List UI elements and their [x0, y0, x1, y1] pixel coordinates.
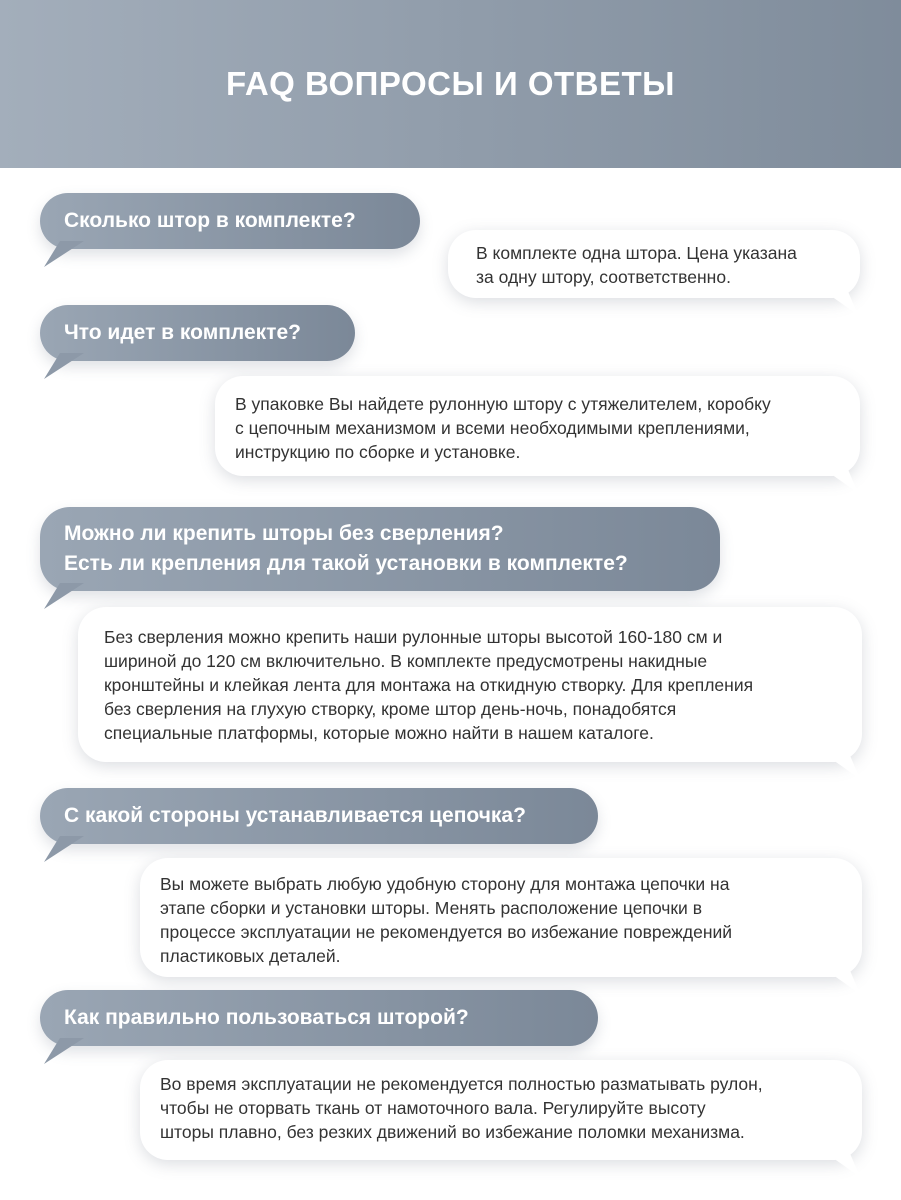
answer-text: шторы плавно, без резких движений во избежание поломки механизма.: [160, 1122, 745, 1142]
answer-text: Вы можете выбрать любую удобную сторону для монтажа цепочки на: [160, 874, 730, 894]
question-bubble-4: [40, 788, 598, 844]
answer-text: за одну штору, соответственно.: [476, 267, 731, 287]
page-title: FAQ ВОПРОСЫ И ОТВЕТЫ: [226, 65, 675, 102]
answer-text: с цепочным механизмом и всеми необходимыми креплениями,: [235, 418, 750, 438]
answer-bubble-5: [140, 1060, 862, 1160]
answer-text: без сверления на глухую створку, кроме штор день-ночь, понадобятся: [104, 699, 677, 719]
answer-text: этапе сборки и установки шторы. Менять расположение цепочки в: [160, 898, 702, 918]
question-text: Можно ли крепить шторы без сверления?: [64, 522, 504, 545]
answer-text: специальные платформы, которые можно найти в нашем каталоге.: [104, 723, 654, 743]
answer-text: процессе эксплуатации не рекомендуется во избежание повреждений: [160, 922, 733, 942]
answer-bubble-4: [140, 858, 862, 977]
answer-text: В упаковке Вы найдете рулонную штору с утяжелителем, коробку: [235, 394, 771, 414]
question-bubble-2: [40, 305, 355, 361]
answer-bubble-2: [215, 376, 860, 476]
question-text: Что идет в комплекте?: [64, 321, 301, 344]
answer-text: Без сверления можно крепить наши рулонные шторы высотой 160-180 см и: [104, 627, 723, 647]
header-banner: [0, 0, 901, 168]
answer-bubble-1: [448, 230, 860, 298]
answer-text: инструкцию по сборке и установке.: [235, 442, 521, 462]
answer-text: пластиковых деталей.: [160, 946, 341, 966]
question-bubble-3: [40, 507, 720, 591]
question-text: Сколько штор в комплекте?: [64, 209, 356, 232]
question-text: С какой стороны устанавливается цепочка?: [64, 804, 526, 827]
answer-bubble-3: [78, 607, 862, 762]
question-text: Есть ли крепления для такой установки в комплекте?: [64, 552, 628, 575]
answer-text: В комплекте одна штора. Цена указана: [476, 243, 797, 263]
answer-text: кронштейны и клейкая лента для монтажа на откидную створку. Для крепления: [104, 675, 754, 695]
question-text: Как правильно пользоваться шторой?: [64, 1006, 469, 1029]
answer-text: шириной до 120 см включительно. В комплекте предусмотрены накидные: [104, 651, 708, 671]
answer-text: чтобы не оторвать ткань от намоточного вала. Регулируйте высоту: [160, 1098, 706, 1118]
answer-text: Во время эксплуатации не рекомендуется полностью разматывать рулон,: [160, 1074, 763, 1094]
question-bubble-1: [40, 193, 420, 249]
question-bubble-5: [40, 990, 598, 1046]
